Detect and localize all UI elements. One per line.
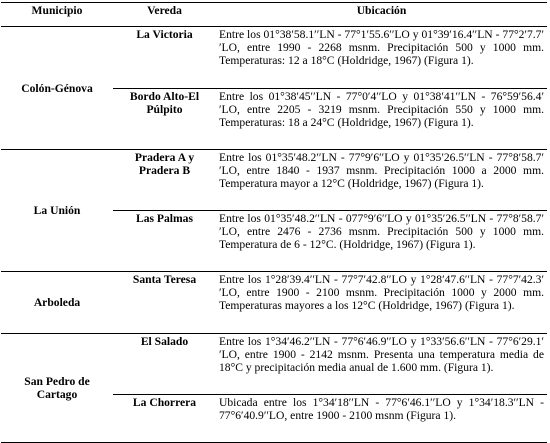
table-row [1,150,547,211]
header-ubicacion: Ubicación [216,3,547,27]
vereda-cell: La Victoria [113,27,216,89]
vereda-cell: Bordo Alto-El Púlpito [113,89,216,150]
header-vereda: Vereda [113,3,216,27]
table-row [1,272,547,334]
municipio-cell: La Unión [1,150,113,272]
municipio-cell: Colón-Génova [1,27,113,150]
location-table [1,2,547,443]
ubicacion-cell: Ubicada entre los 1°34′18′′LN - 77°6′46.1′′LO y 1°34′18.3′′LN - 77°6′40.9′′LO, entre 1900 - 2100 msnm (Figura 1). [216,395,547,443]
ubicacion-cell: Entre los 01°38′45′′LN - 77°0′4′′LO y 01°38′41′′LN - 76°59′56.4′′LO, entre 2205 - 3219 msnm. Precipitación 550 y 1000 mm. Temperaturas: 18 a 24°C (Holdridge, 1967) (Figura 1). [216,89,547,150]
ubicacion-cell: Entre los 01°35′48.2′′LN - 077°9′6′′LO y 01°35′26.5′′LN - 77°8′58.7′′LO, entre 2476 - 2736 msnm. Precipitación 500 y 1000 mm. Temperatura de 6 - 12°C. (Holdridge, 1967) (Figura 1). [216,211,547,272]
ubicacion-cell: Entre los 1°34′46.2′′LN - 77°6′46.9′′LO y 1°33′56.6′′LN - 77°6′29.1′′LO, entre 1900 - 2142 msnm. Presenta una temperatura media de 18°C y precipitación media anual de 1.600 mm. (Figura 1). [216,334,547,395]
ubicacion-cell: Entre los 1°28′39.4′′LN - 77°7′42.8′′LO y 1°28′47.6′′LN - 77°7′42.3′′LO, entre 1900 - 2100 msnm. Precipitación 1000 y 2000 mm. Temperaturas mayores a los 12°C (Holdridge, 1967) (Figura 1). [216,272,547,334]
municipio-cell: Arboleda [1,272,113,334]
vereda-cell: Las Palmas [113,211,216,272]
table-row [1,27,547,89]
header-row [1,3,547,27]
header-municipio: Municipio [1,3,113,27]
vereda-cell: Santa Teresa [113,272,216,334]
municipio-cell: San Pedro de Cartago [1,334,113,443]
vereda-cell: Pradera A y Pradera B [113,150,216,211]
table-row [1,334,547,395]
vereda-cell: El Salado [113,334,216,395]
vereda-cell: La Chorrera [113,395,216,443]
ubicacion-cell: Entre los 01°35′48.2′′LN - 77°9′6′′LO y 01°35′26.5′′LN - 77°8′58.7′′LO, entre 1840 - 1937 msnm. Precipitación 1000 a 2000 mm. Temperatura mayor a 12°C (Holdridge, 1967) (Figura 1). [216,150,547,211]
ubicacion-cell: Entre los 01°38′58.1′′LN - 77°1′55.6′′LO y 01°39′16.4′′LN - 77°2′7.7′′LO, entre 1990 - 2268 msnm. Precipitación 500 y 1000 mm. Temperaturas: 12 a 18°C (Holdridge, 1967) (Figura 1). [216,27,547,89]
